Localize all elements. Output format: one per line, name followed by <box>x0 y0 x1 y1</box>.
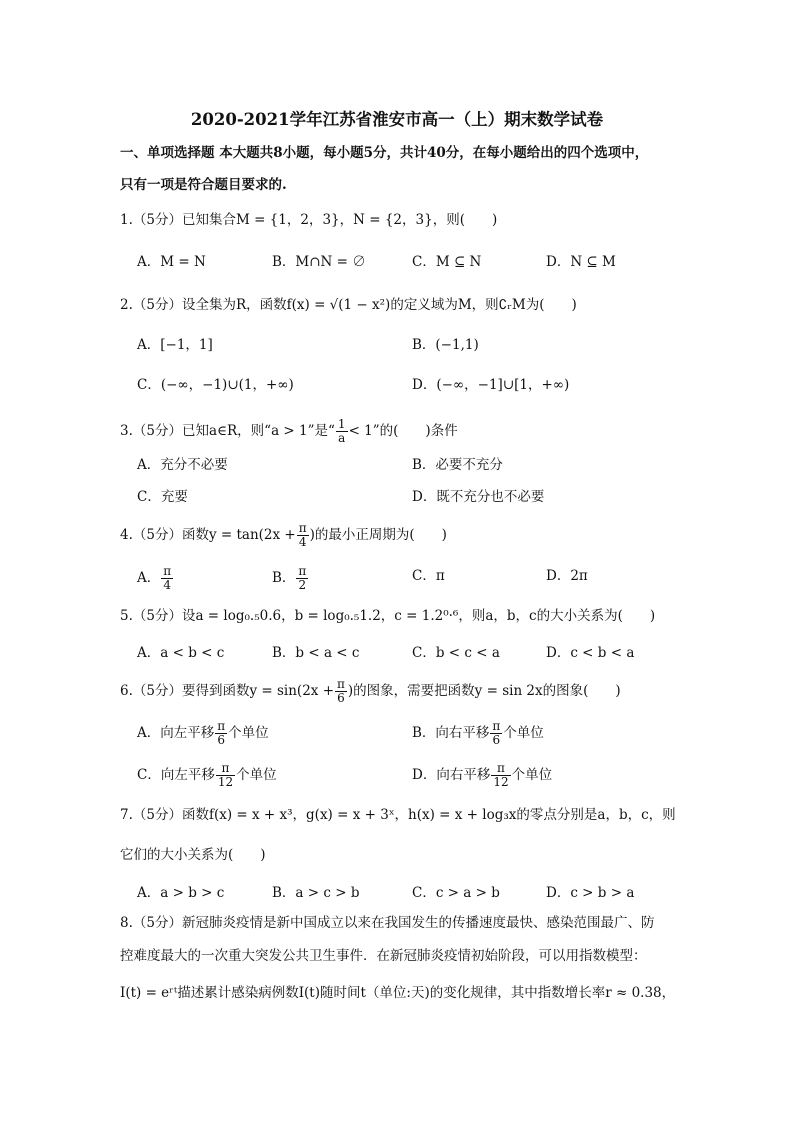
q6-fraction <box>335 678 347 705</box>
q4-option-d: D．2π <box>546 568 588 584</box>
q6-option-c-frac <box>216 762 235 789</box>
q6-option-c-den: 12 <box>217 775 234 789</box>
q1-option-b: B．M∩N = ∅ <box>272 254 366 270</box>
q2-option-c: C．(−∞，−1)∪(1，+∞) <box>137 377 294 393</box>
q6-option-a-den: 6 <box>217 733 226 747</box>
q3-option-c: C．充要 <box>137 489 188 505</box>
q6-option-d-label: D．向右平移 <box>412 767 491 783</box>
q3-stem-part1: 3.（5分）已知a∈R，则“a > 1”是“ <box>120 423 335 439</box>
q6-option-b-den: 6 <box>492 733 501 747</box>
q3-frac-num: 1 <box>337 417 346 431</box>
q4-frac-num: π <box>298 521 307 535</box>
q3-option-d: D．既不充分也不必要 <box>412 489 545 505</box>
q6-option-a-suffix: 个单位 <box>228 725 269 741</box>
q5-option-d: D．c < b < a <box>546 645 635 661</box>
q4-option-b-num: π <box>298 564 307 578</box>
question-7-stem: 7.（5分）函数f(x) = x + x³，g(x) = x + 3ˣ，h(x) = x + log₃x的零点分别是a，b，c，则 <box>120 807 676 823</box>
q7-option-c: C．c > a > b <box>412 885 500 901</box>
q4-option-a-den: 4 <box>163 578 172 592</box>
question-7-stem-line2: 它们的大小关系为( ) <box>120 847 266 863</box>
q4-option-b-frac <box>296 565 308 592</box>
q5-option-c: C．b < c < a <box>412 645 500 661</box>
q4-option-a-frac <box>161 565 173 592</box>
q3-fraction <box>336 418 348 445</box>
q7-option-d: D．c > b > a <box>546 885 635 901</box>
q6-frac-num: π <box>337 677 345 691</box>
q6-option-c-suffix: 个单位 <box>236 767 277 783</box>
q5-option-b: B．b < a < c <box>272 645 360 661</box>
q4-option-a-num: π <box>163 564 172 578</box>
q6-option-a <box>137 720 269 747</box>
q6-option-b-label: B．向右平移 <box>412 725 490 741</box>
q4-stem-part2: )的最小正周期为( ) <box>309 527 447 543</box>
q6-stem-part1: 6.（5分）要得到函数y = sin(2x + <box>120 683 335 699</box>
q6-option-a-frac <box>215 720 227 747</box>
q7-option-b: B．a > c > b <box>272 885 360 901</box>
q6-option-c-num: π <box>216 762 235 776</box>
q6-option-a-num: π <box>217 719 226 733</box>
q6-option-c <box>137 762 277 789</box>
q6-option-d <box>412 762 552 789</box>
question-1-stem: 1.（5分）已知集合M = {1，2，3}，N = {2，3}，则( ) <box>120 212 498 228</box>
q7-option-a: A．a > b > c <box>137 885 225 901</box>
q6-option-b-num: π <box>492 719 501 733</box>
q2-option-b: B．(−1,1) <box>412 337 479 353</box>
q2-option-a: A．[−1，1] <box>137 337 213 353</box>
q4-option-c: C．π <box>412 568 445 584</box>
q4-option-b <box>272 565 309 592</box>
q4-option-b-den: 2 <box>298 578 307 592</box>
page-title: 2020-2021学年江苏省淮安市高一（上）期末数学试卷 <box>190 110 604 129</box>
q5-option-a: A．a < b < c <box>137 645 225 661</box>
q2-option-d: D．(−∞，−1]∪[1，+∞) <box>412 377 570 393</box>
q4-frac-den: 4 <box>298 535 307 549</box>
question-8-stem-line2: 控难度最大的一次重大突发公共卫生事件．在新冠肺炎疫情初始阶段，可以用指数模型： <box>120 948 647 964</box>
section-heading-line1: 一、单项选择题 本大题共8小题，每小题5分，共计40分，在每小题给出的四个选项中， <box>120 145 649 161</box>
q1-option-c: C．M ⊆ N <box>412 254 482 270</box>
q4-option-a-label: A． <box>137 570 161 586</box>
q1-option-a: A．M = N <box>137 254 206 270</box>
question-4-stem <box>120 522 447 549</box>
question-8-stem: 8.（5分）新冠肺炎疫情是新中国成立以来在我国发生的传播速度最快、感染范围最广、防 <box>120 915 655 931</box>
question-5-stem: 5.（5分）设a = log₀.₅0.6，b = log₀.₅1.2，c = 1.2⁰·⁶，则a，b，c的大小关系为( ) <box>120 608 656 624</box>
q4-fraction <box>297 522 309 549</box>
q3-frac-den: a <box>338 431 346 445</box>
q4-option-a <box>137 565 174 592</box>
q6-option-d-num: π <box>491 762 510 776</box>
q6-option-b-suffix: 个单位 <box>503 725 544 741</box>
q3-option-b: B．必要不充分 <box>412 457 503 473</box>
q6-option-c-label: C．向左平移 <box>137 767 215 783</box>
q6-option-b-frac <box>490 720 502 747</box>
q1-option-d: D．N ⊆ M <box>546 254 616 270</box>
q6-option-d-suffix: 个单位 <box>511 767 553 783</box>
section-heading-line2: 只有一项是符合题目要求的. <box>120 177 287 193</box>
question-2-stem: 2.（5分）设全集为R，函数f(x) = √(1 − x²)的定义域为M，则∁ᵣM为( ) <box>120 297 577 313</box>
q6-stem-part2: )的图象，需要把函数y = sin 2x的图象( ) <box>347 683 621 699</box>
q6-option-b <box>412 720 544 747</box>
q4-stem-part1: 4.（5分）函数y = tan(2x + <box>120 527 296 543</box>
q6-frac-den: 6 <box>337 691 345 705</box>
q3-option-a: A．充分不必要 <box>137 457 228 473</box>
q6-option-d-frac <box>491 762 510 789</box>
question-8-stem-line3: I(t) = eʳᵗ描述累计感染病例数I(t)随时间t（单位:天)的变化规律，其中指数增长率r ≈ 0.38， <box>120 985 676 1001</box>
q4-option-b-label: B． <box>272 570 296 586</box>
q3-stem-part2: < 1”的( )条件 <box>348 423 458 439</box>
q6-option-a-label: A．向左平移 <box>137 725 215 741</box>
q6-option-d-den: 12 <box>493 775 509 789</box>
question-6-stem <box>120 678 621 705</box>
question-3-stem <box>120 418 458 445</box>
